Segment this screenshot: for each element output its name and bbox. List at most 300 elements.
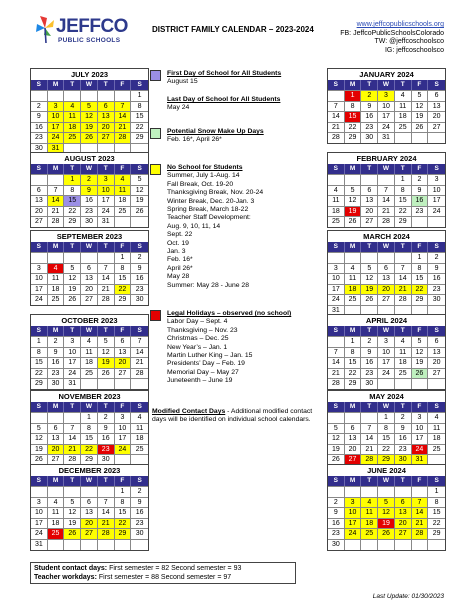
calendar-day: 2 xyxy=(31,101,48,112)
calendar-day: 16 xyxy=(412,195,429,206)
calendar-day: 3 xyxy=(31,497,48,508)
month-title: NOVEMBER 2023 xyxy=(58,392,121,401)
legend-list-item: Aug. 9, 10, 11, 14 xyxy=(167,222,221,230)
month-calendar xyxy=(327,68,446,144)
calendar-empty-cell xyxy=(328,174,345,185)
calendar-day: 20 xyxy=(48,444,65,455)
calendar-day: 30 xyxy=(98,454,115,465)
calendar-day: 2 xyxy=(328,497,345,508)
weekday-header: S xyxy=(31,476,48,486)
calendar-empty-cell xyxy=(412,378,429,389)
calendar-day: 25 xyxy=(395,368,412,379)
calendar-day: 14 xyxy=(395,273,412,284)
calendar-empty-cell xyxy=(378,252,395,263)
weekday-header: W xyxy=(378,80,395,90)
snow-day-swatch xyxy=(150,128,161,139)
calendar-day: 23 xyxy=(98,444,115,455)
calendar-day: 31 xyxy=(31,539,48,550)
calendar-day: 14 xyxy=(64,433,81,444)
legend-modified-days xyxy=(152,408,320,425)
calendar-day: 5 xyxy=(361,263,378,274)
calendar-day: 23 xyxy=(131,518,148,529)
calendar-day: 2 xyxy=(48,336,65,347)
calendar-day: 10 xyxy=(378,347,395,358)
month-calendar xyxy=(30,314,149,390)
calendar-day: 20 xyxy=(81,518,98,529)
calendar-day: 3 xyxy=(98,174,115,185)
calendar-day: 9 xyxy=(328,507,345,518)
month-title: SEPTEMBER 2023 xyxy=(56,232,123,241)
calendar-empty-cell xyxy=(412,486,429,497)
calendar-empty-cell xyxy=(64,539,81,550)
calendar-empty-cell xyxy=(328,90,345,101)
calendar-day: 11 xyxy=(345,273,362,284)
calendar-day: 6 xyxy=(81,263,98,274)
calendar-day: 16 xyxy=(361,357,378,368)
month-title: MAY 2024 xyxy=(369,392,404,401)
weekday-header: S xyxy=(131,326,148,336)
calendar-day: 14 xyxy=(131,347,148,358)
month-title: JULY 2023 xyxy=(70,70,109,79)
calendar-empty-cell xyxy=(395,132,412,143)
legend-no-school-head: No School for Students xyxy=(167,164,243,171)
calendar-day: 3 xyxy=(31,263,48,274)
weekday-header: T xyxy=(98,402,115,412)
calendar-day: 26 xyxy=(412,368,429,379)
calendar-day: 14 xyxy=(412,507,429,518)
calendar-empty-cell xyxy=(81,486,98,497)
legend-list-item: Summer, July 1-Aug. 14 xyxy=(167,172,240,180)
calendar-day: 17 xyxy=(31,284,48,295)
calendar-empty-cell xyxy=(345,412,362,423)
calendar-day: 11 xyxy=(64,111,81,122)
calendar-day: 27 xyxy=(361,216,378,227)
calendar-day: 26 xyxy=(345,216,362,227)
legend-first-day xyxy=(152,70,312,87)
calendar-day: 3 xyxy=(328,263,345,274)
calendar-empty-cell xyxy=(31,90,48,101)
calendar-day: 27 xyxy=(428,122,445,133)
weekday-header: M xyxy=(345,326,362,336)
calendar-day: 4 xyxy=(328,185,345,196)
last-update: Last Update: 01/30/2023 xyxy=(372,593,444,600)
calendar-day: 8 xyxy=(345,101,362,112)
calendar-day: 17 xyxy=(345,518,362,529)
calendar-day: 13 xyxy=(395,507,412,518)
calendar-day: 12 xyxy=(328,433,345,444)
calendar-day: 16 xyxy=(395,433,412,444)
calendar-day: 1 xyxy=(115,252,132,263)
calendar-day: 30 xyxy=(81,216,98,227)
calendar-day: 12 xyxy=(378,507,395,518)
calendar-day: 30 xyxy=(131,294,148,305)
calendar-day: 24 xyxy=(345,528,362,539)
calendar-day: 12 xyxy=(361,273,378,284)
weekday-header: F xyxy=(412,326,429,336)
month-title: JUNE 2024 xyxy=(367,466,406,475)
weekday-header: M xyxy=(48,326,65,336)
teacher-workdays-label: Teacher workdays: xyxy=(34,574,97,581)
calendar-day: 10 xyxy=(31,507,48,518)
calendar-day: 6 xyxy=(48,423,65,434)
weekday-header: T xyxy=(361,476,378,486)
calendar-day: 24 xyxy=(378,368,395,379)
calendar-day: 14 xyxy=(361,433,378,444)
calendar-day: 6 xyxy=(31,185,48,196)
legend-list-item: Jan. 3 xyxy=(167,248,186,256)
calendar-day: 7 xyxy=(48,185,65,196)
calendar-day: 18 xyxy=(81,357,98,368)
calendar-day: 24 xyxy=(48,132,65,143)
calendar-day: 21 xyxy=(98,284,115,295)
calendar-empty-cell xyxy=(328,252,345,263)
calendar-empty-cell xyxy=(378,174,395,185)
calendar-day: 24 xyxy=(378,122,395,133)
calendar-day: 8 xyxy=(345,347,362,358)
weekday-header: T xyxy=(361,326,378,336)
calendar-day: 20 xyxy=(31,206,48,217)
calendar-day: 26 xyxy=(64,528,81,539)
calendar-day: 31 xyxy=(98,216,115,227)
calendar-day: 6 xyxy=(428,336,445,347)
calendar-day: 10 xyxy=(328,273,345,284)
calendar-day: 15 xyxy=(428,507,445,518)
legend-snow-head: Potential Snow Make Up Days xyxy=(167,128,264,135)
pinwheel-logo-icon xyxy=(34,14,56,44)
legend-last-day-date: May 24 xyxy=(167,104,190,112)
calendar-day: 21 xyxy=(48,206,65,217)
calendar-day: 31 xyxy=(378,132,395,143)
calendar-day: 7 xyxy=(115,101,132,112)
month-calendar xyxy=(327,152,446,228)
calendar-day: 3 xyxy=(428,174,445,185)
calendar-day: 20 xyxy=(345,444,362,455)
calendar-empty-cell xyxy=(131,539,148,550)
calendar-day: 5 xyxy=(412,90,429,101)
calendar-day: 3 xyxy=(115,412,132,423)
calendar-empty-cell xyxy=(48,252,65,263)
calendar-day: 27 xyxy=(395,528,412,539)
calendar-day: 6 xyxy=(361,185,378,196)
no-school-swatch xyxy=(150,164,161,175)
legend-list-item: Memorial Day – May 27 xyxy=(167,368,239,376)
legend-list-item: Christmas – Dec. 25 xyxy=(167,335,229,343)
weekday-header: T xyxy=(64,242,81,252)
calendar-day: 12 xyxy=(345,195,362,206)
calendar-day: 17 xyxy=(412,433,429,444)
calendar-day: 17 xyxy=(428,195,445,206)
weekday-header: T xyxy=(395,476,412,486)
calendar-day: 3 xyxy=(48,101,65,112)
calendar-day: 16 xyxy=(131,507,148,518)
legend-modified-text: - Additional modified contact days will be identified on individual school calendars. xyxy=(152,408,313,424)
calendar-day: 4 xyxy=(81,336,98,347)
calendar-empty-cell xyxy=(48,412,65,423)
calendar-day: 22 xyxy=(395,206,412,217)
calendar-day: 4 xyxy=(48,263,65,274)
weekday-header: S xyxy=(31,80,48,90)
calendar-day: 8 xyxy=(131,101,148,112)
calendar-day: 14 xyxy=(48,195,65,206)
calendar-day: 27 xyxy=(378,294,395,305)
calendar-day: 31 xyxy=(412,454,429,465)
month-title: FEBRUARY 2024 xyxy=(356,154,417,163)
weekday-header: F xyxy=(115,326,132,336)
calendar-day: 20 xyxy=(98,122,115,133)
calendar-day: 22 xyxy=(428,518,445,529)
calendar-day: 21 xyxy=(98,518,115,529)
calendar-day: 5 xyxy=(131,174,148,185)
weekday-header: T xyxy=(98,164,115,174)
weekday-header: T xyxy=(361,164,378,174)
calendar-day: 28 xyxy=(328,378,345,389)
weekday-header: M xyxy=(48,476,65,486)
calendar-day: 21 xyxy=(412,518,429,529)
calendar-day: 28 xyxy=(378,216,395,227)
calendar-day: 5 xyxy=(98,336,115,347)
instagram-handle: IG: jeffcoschoolsco xyxy=(384,46,444,54)
calendar-empty-cell xyxy=(328,412,345,423)
weekday-header: T xyxy=(64,326,81,336)
calendar-day: 25 xyxy=(48,528,65,539)
calendar-day: 9 xyxy=(361,101,378,112)
contact-info xyxy=(340,21,444,55)
calendar-day: 20 xyxy=(378,284,395,295)
calendar-day: 29 xyxy=(81,454,98,465)
calendar-day: 18 xyxy=(64,122,81,133)
legend-list-item: May 28 xyxy=(167,273,190,281)
calendar-day: 15 xyxy=(345,357,362,368)
weekday-header: W xyxy=(378,326,395,336)
calendar-day: 28 xyxy=(64,454,81,465)
legend-list-item: Teacher Staff Development: xyxy=(167,214,251,222)
weekday-header: W xyxy=(378,242,395,252)
calendar-day: 30 xyxy=(361,378,378,389)
calendar-day: 1 xyxy=(345,90,362,101)
calendar-day: 12 xyxy=(131,185,148,196)
weekday-header: T xyxy=(395,326,412,336)
calendar-empty-cell xyxy=(31,252,48,263)
calendar-day: 29 xyxy=(345,378,362,389)
calendar-day: 8 xyxy=(115,263,132,274)
weekday-header: S xyxy=(428,402,445,412)
calendar-day: 19 xyxy=(64,518,81,529)
calendar-day: 10 xyxy=(64,347,81,358)
calendar-day: 15 xyxy=(378,433,395,444)
calendar-day: 11 xyxy=(115,185,132,196)
calendar-day: 2 xyxy=(131,252,148,263)
weekday-header: F xyxy=(115,164,132,174)
weekday-header: M xyxy=(48,402,65,412)
calendar-day: 24 xyxy=(115,444,132,455)
calendar-day: 8 xyxy=(428,497,445,508)
logo-name: JEFFCO xyxy=(56,16,128,37)
calendar-day: 18 xyxy=(361,518,378,529)
calendar-day: 7 xyxy=(378,185,395,196)
calendar-day: 17 xyxy=(378,357,395,368)
calendar-day: 12 xyxy=(412,101,429,112)
calendar-day: 25 xyxy=(131,444,148,455)
calendar-empty-cell xyxy=(428,378,445,389)
calendar-day: 3 xyxy=(345,497,362,508)
calendar-day: 26 xyxy=(64,294,81,305)
calendar-empty-cell xyxy=(131,216,148,227)
calendar-day: 24 xyxy=(31,528,48,539)
weekday-header: S xyxy=(31,402,48,412)
weekday-header: W xyxy=(81,164,98,174)
calendar-empty-cell xyxy=(48,486,65,497)
calendar-empty-cell xyxy=(115,90,132,101)
calendar-day: 30 xyxy=(428,294,445,305)
calendar-day: 28 xyxy=(412,528,429,539)
calendar-day: 18 xyxy=(131,433,148,444)
calendar-day: 11 xyxy=(48,507,65,518)
legend-list-item: Thanksgiving Break, Nov. 20-24 xyxy=(167,189,264,197)
calendar-day: 6 xyxy=(115,336,132,347)
calendar-day: 18 xyxy=(345,284,362,295)
calendar-empty-cell xyxy=(378,539,395,550)
weekday-header: F xyxy=(115,402,132,412)
calendar-day: 26 xyxy=(361,294,378,305)
calendar-day: 24 xyxy=(428,206,445,217)
calendar-empty-cell xyxy=(395,252,412,263)
calendar-day: 19 xyxy=(64,284,81,295)
website-link[interactable]: www.jeffcopublicschools.org xyxy=(356,21,444,28)
calendar-empty-cell xyxy=(48,539,65,550)
calendar-empty-cell xyxy=(115,216,132,227)
calendar-day: 19 xyxy=(131,195,148,206)
weekday-header: T xyxy=(64,80,81,90)
calendar-day: 5 xyxy=(31,423,48,434)
weekday-header: S xyxy=(428,242,445,252)
calendar-empty-cell xyxy=(345,539,362,550)
calendar-day: 2 xyxy=(428,252,445,263)
legend-list-item: Spring Break, March 18-22 xyxy=(167,206,249,214)
calendar-day: 25 xyxy=(81,368,98,379)
calendar-day: 14 xyxy=(328,357,345,368)
calendar-day: 19 xyxy=(328,444,345,455)
calendar-day: 18 xyxy=(48,284,65,295)
calendar-day: 16 xyxy=(131,273,148,284)
calendar-day: 8 xyxy=(31,347,48,358)
calendar-day: 26 xyxy=(31,454,48,465)
calendar-day: 12 xyxy=(412,347,429,358)
weekday-header: T xyxy=(395,80,412,90)
calendar-day: 4 xyxy=(48,497,65,508)
weekday-header: S xyxy=(428,326,445,336)
calendar-day: 22 xyxy=(131,122,148,133)
calendar-day: 25 xyxy=(395,122,412,133)
weekday-header: S xyxy=(131,402,148,412)
calendar-day: 25 xyxy=(115,206,132,217)
calendar-day: 14 xyxy=(98,507,115,518)
calendar-day: 10 xyxy=(345,507,362,518)
month-calendar xyxy=(327,230,446,317)
calendar-day: 14 xyxy=(98,273,115,284)
calendar-day: 15 xyxy=(345,111,362,122)
calendar-day: 31 xyxy=(64,378,81,389)
weekday-header: F xyxy=(115,476,132,486)
calendar-day: 16 xyxy=(428,273,445,284)
calendar-empty-cell xyxy=(81,252,98,263)
calendar-day: 7 xyxy=(361,423,378,434)
calendar-day: 26 xyxy=(412,122,429,133)
calendar-empty-cell xyxy=(98,378,115,389)
calendar-day: 31 xyxy=(48,143,65,154)
teacher-workdays-values: First semester = 88 Second semester = 97 xyxy=(98,574,232,581)
legend-list-item: Oct. 19 xyxy=(167,239,189,247)
calendar-day: 30 xyxy=(395,454,412,465)
calendar-day: 29 xyxy=(412,294,429,305)
month-calendar xyxy=(30,152,149,228)
calendar-day: 6 xyxy=(98,101,115,112)
calendar-day: 1 xyxy=(345,336,362,347)
month-calendar xyxy=(30,68,149,155)
calendar-day: 24 xyxy=(98,206,115,217)
calendar-day: 13 xyxy=(48,433,65,444)
logo-subtitle: PUBLIC SCHOOLS xyxy=(58,37,121,44)
weekday-header: W xyxy=(81,402,98,412)
month-title: JANUARY 2024 xyxy=(359,70,414,79)
calendar-day: 20 xyxy=(361,206,378,217)
legend-holidays-head: Legal Holidays – observed (no school) xyxy=(167,310,292,317)
calendar-day: 12 xyxy=(64,507,81,518)
calendar-day: 8 xyxy=(395,185,412,196)
calendar-day: 5 xyxy=(64,497,81,508)
student-contact-label: Student contact days: xyxy=(34,565,108,572)
calendar-day: 26 xyxy=(81,132,98,143)
contact-days-summary xyxy=(30,562,296,584)
calendar-day: 21 xyxy=(64,444,81,455)
calendar-day: 1 xyxy=(378,412,395,423)
weekday-header: S xyxy=(428,476,445,486)
calendar-day: 11 xyxy=(328,195,345,206)
calendar-day: 24 xyxy=(64,368,81,379)
weekday-header: T xyxy=(361,80,378,90)
legend-last-day-head: Last Day of School for All Students xyxy=(167,96,281,103)
calendar-day: 6 xyxy=(81,497,98,508)
weekday-header: F xyxy=(412,80,429,90)
calendar-day: 23 xyxy=(328,528,345,539)
legend-no-school-list xyxy=(152,172,312,290)
calendar-day: 24 xyxy=(328,294,345,305)
calendar-empty-cell xyxy=(412,216,429,227)
calendar-day: 3 xyxy=(64,336,81,347)
calendar-day: 1 xyxy=(81,412,98,423)
legend-list-item: Sept. 22 xyxy=(167,231,193,239)
weekday-header: F xyxy=(412,476,429,486)
calendar-day: 7 xyxy=(395,263,412,274)
legend-holidays-list xyxy=(152,318,312,385)
calendar-day: 19 xyxy=(378,518,395,529)
calendar-day: 2 xyxy=(395,412,412,423)
calendar-day: 20 xyxy=(395,518,412,529)
month-title: OCTOBER 2023 xyxy=(61,316,118,325)
calendar-day: 26 xyxy=(98,368,115,379)
calendar-day: 22 xyxy=(378,444,395,455)
calendar-day: 8 xyxy=(64,185,81,196)
calendar-day: 5 xyxy=(412,336,429,347)
calendar-day: 11 xyxy=(361,507,378,518)
weekday-header: T xyxy=(98,326,115,336)
calendar-day: 4 xyxy=(115,174,132,185)
calendar-day: 7 xyxy=(98,497,115,508)
calendar-empty-cell xyxy=(81,539,98,550)
legend-list-item: Fall Break, Oct. 19-20 xyxy=(167,180,234,188)
calendar-day: 18 xyxy=(395,357,412,368)
calendar-day: 28 xyxy=(361,454,378,465)
calendar-day: 21 xyxy=(395,284,412,295)
